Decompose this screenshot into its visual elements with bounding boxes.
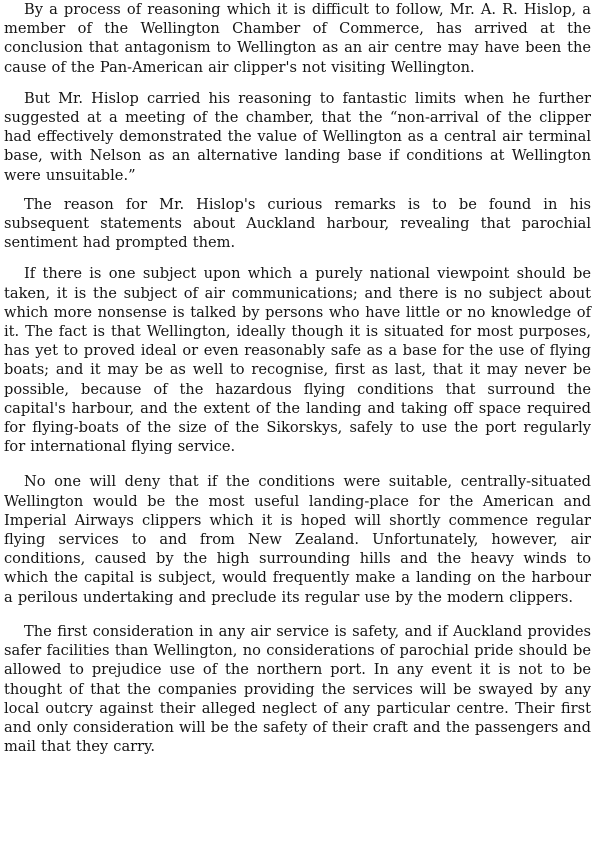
article-paragraph-2: But Mr. Hislop carried his reasoning to fantastic limits when he further suggested at a meeting of the chamber, that the “non-arrival of the clipper had effectively demonstrated the value of Wellington as a central air terminal base, with Nelson as an alternative landing base if conditions at Wellington were unsuitable.” bbox=[4, 89, 591, 184]
article-paragraph-3: The reason for Mr. Hislop's curious remarks is to be found in his subsequent statements about Auckland harbour, revealing that parochial sentiment had prompted them. bbox=[4, 195, 591, 252]
article-paragraph-6: The first consideration in any air service is safety, and if Auckland provides safer facilities than Wellington, no considerations of parochial pride should be allowed to prejudice use of the northern port. In any event it is not to be thought of that the companies providing the services will be swayed by any local outcry against their alleged neglect of any particular centre. Their first and only consideration will be the safety of their craft and the passengers and mail that they carry. bbox=[4, 622, 591, 756]
article-paragraph-1: By a process of reasoning which it is difficult to follow, Mr. A. R. Hislop, a member of the Wellington Chamber of Commerce, has arrived at the conclusion that antagonism to Wellington as an air centre may have been the cause of the Pan-American air clipper's not visiting Wellington. bbox=[4, 1, 591, 76]
article-paragraph-5: No one will deny that if the conditions were suitable, centrally-situated Wellington would be the most useful landing-place for the American and Imperial Airways clippers which it is hoped will shortly commence regular flying services to and from New Zealand. Unfortunately, however, air conditions, caused by the high surrounding hills and the heavy winds to which the capital is subject, would frequently make a landing on the harbour a perilous undertaking and preclude its regular use by the modern clippers. bbox=[4, 473, 591, 606]
article-paragraph-4: If there is one subject upon which a purely national viewpoint should be taken, it is the subject of air communications; and there is no subject about which more nonsense is talked by persons who have little or no knowledge of it. The fact is that Wellington, ideally though it is situated for most purposes, has yet to proved ideal or even reasonably safe as a base for the use of flying boats; and it may be as well to recognise, first as last, that it may never be possible, because of the hazardous flying conditions that surround the capital's harbour, and the extent of the landing and taking off space required for flying-boats of the size of the Sikorskys, safely to use the port regularly for international flying service. bbox=[4, 265, 591, 456]
